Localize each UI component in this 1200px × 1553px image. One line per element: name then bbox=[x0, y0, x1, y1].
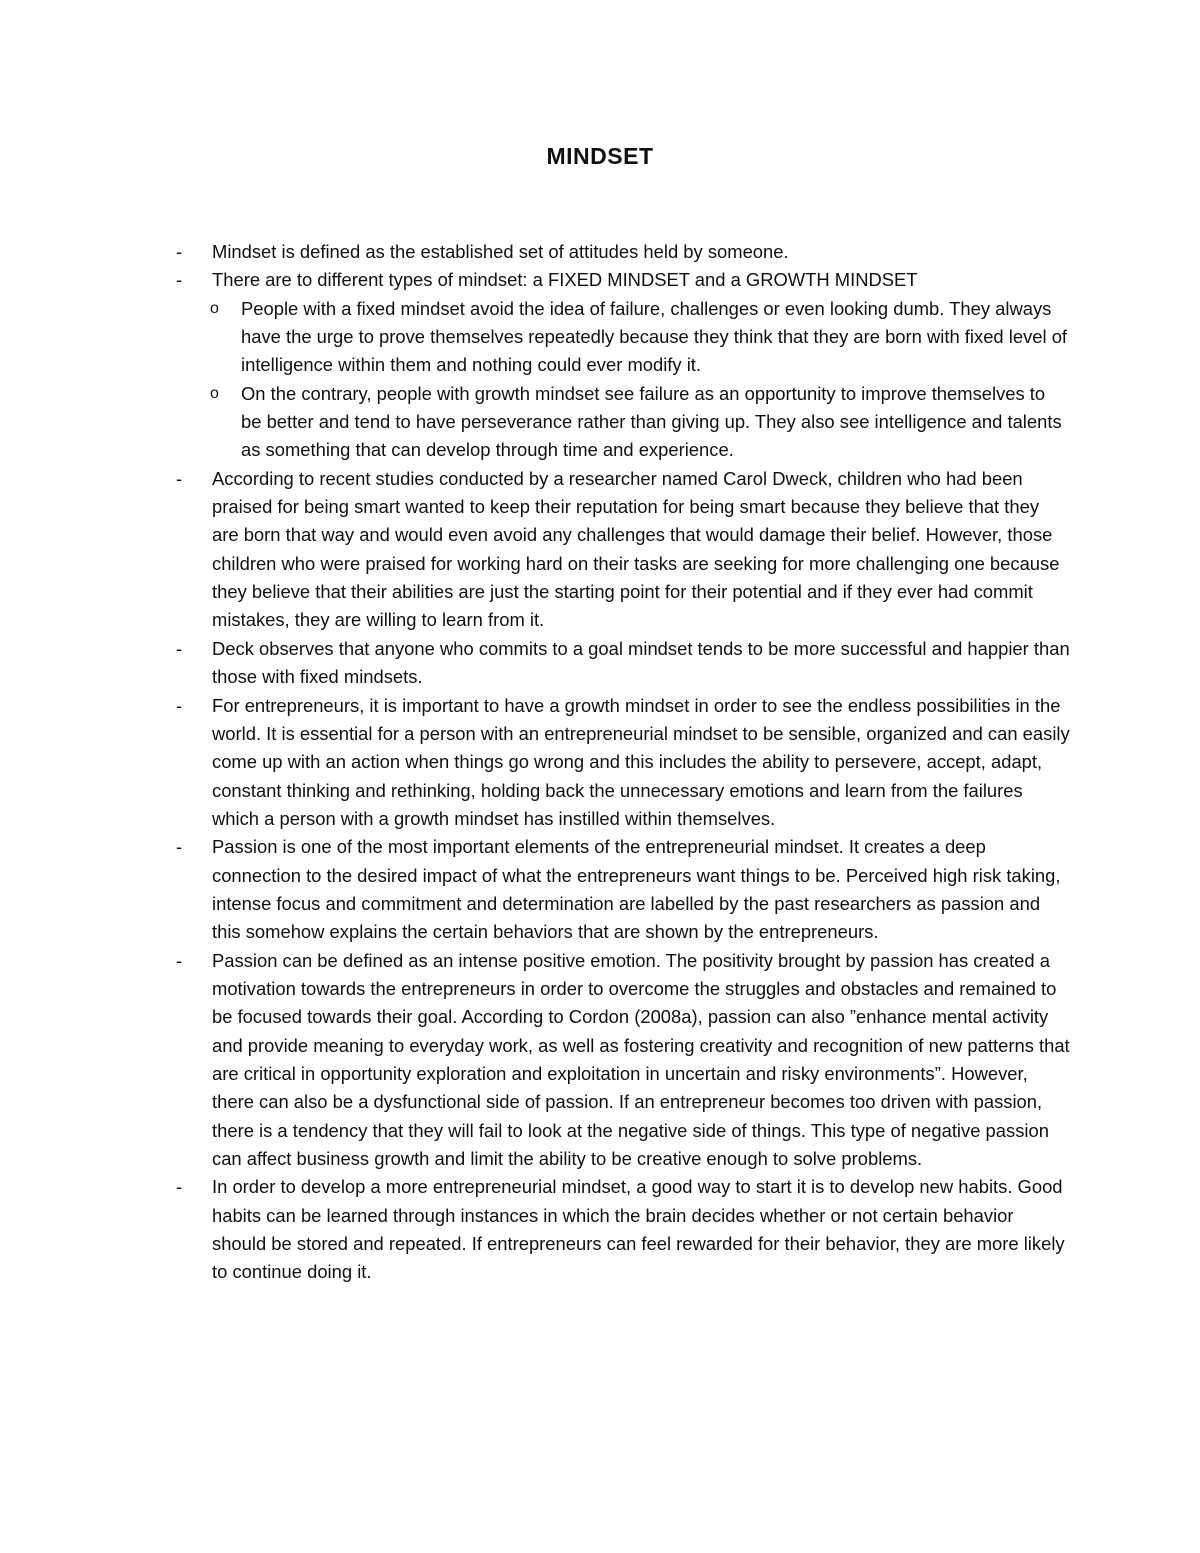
list-item bbox=[170, 833, 1070, 946]
bullet-marker: - bbox=[176, 694, 183, 716]
list-item-text: Deck observes that anyone who commits to a goal mindset tends to be more successful and happier than those with fixed mindsets. bbox=[212, 637, 1070, 688]
list-item bbox=[170, 635, 1070, 692]
bullet-marker: - bbox=[176, 467, 183, 489]
sub-list-item-text: People with a fixed mindset avoid the idea of failure, challenges or even looking dumb. They always have the urge to prove themselves repeatedly because they think that they are born with fixed level of intelligence within them and nothing could ever modify it. bbox=[241, 297, 1068, 376]
bullet-marker: - bbox=[176, 269, 183, 291]
list-item bbox=[170, 1173, 1070, 1286]
sub-list-item-text: On the contrary, people with growth mindset see failure as an opportunity to improve themselves to be better and tend to have perseverance rather than giving up. They also see intelligence and talents as something that can develop through time and experience. bbox=[241, 382, 1062, 461]
sub-list-item bbox=[170, 380, 1070, 465]
sub-bullet-list bbox=[170, 295, 1070, 465]
list-item bbox=[170, 692, 1070, 834]
list-item-text: Passion can be defined as an intense positive emotion. The positivity brought by passion has created a motivation towards the entrepreneurs in order to overcome the struggles and obstacles and remained to be focused towards their goal. According to Cordon (2008a), passion can also ”enhance mental activity and provide meaning to everyday work, as well as fostering creativity and recognition of new patterns that are critical in opportunity exploration and exploitation in uncertain and risky environments”. However, there can also be a dysfunctional side of passion. If an entrepreneur becomes too driven with passion, there is a tendency that they will fail to look at the negative side of things. This type of negative passion can affect business growth and limit the ability to be creative enough to solve problems. bbox=[212, 949, 1070, 1169]
bullet-marker: - bbox=[176, 637, 183, 659]
list-item bbox=[170, 266, 1070, 294]
list-item-text: For entrepreneurs, it is important to have a growth mindset in order to see the endless possibilities in the world. It is essential for a person with an entrepreneurial mindset to be sensible, organized and can easily come up with an action when things go wrong and this includes the ability to persevere, accept, adapt, constant thinking and rethinking, holding back the unnecessary emotions and learn from the failures which a person with a growth mindset has instilled within themselves. bbox=[212, 694, 1070, 829]
list-item-text: There are to different types of mindset: a FIXED MINDSET and a GROWTH MINDSET bbox=[212, 269, 918, 291]
bullet-marker: - bbox=[176, 836, 183, 858]
bullet-list-continued bbox=[170, 465, 1070, 1287]
bullet-marker: - bbox=[176, 949, 183, 971]
list-item-text: Passion is one of the most important elements of the entrepreneurial mindset. It creates a deep connection to the desired impact of what the entrepreneurs want things to be. Perceived high risk taking, intense focus and commitment and determination are labelled by the past researchers as passion and this somehow explains the certain behaviors that are shown by the entrepreneurs. bbox=[212, 836, 1061, 943]
sub-bullet-marker: o bbox=[210, 299, 219, 317]
document-body bbox=[170, 238, 1070, 1287]
list-item bbox=[170, 947, 1070, 1174]
sub-list-item bbox=[170, 295, 1070, 380]
bullet-marker: - bbox=[176, 241, 183, 262]
sub-bullet-marker: o bbox=[210, 384, 219, 402]
list-item-text: According to recent studies conducted by a researcher named Carol Dweck, children who had been praised for being smart wanted to keep their reputation for being smart because they believe that they are born that way and would even avoid any challenges that would damage their belief. However, those children who were praised for working hard on their tasks are seeking for more challenging one because they believe that their abilities are just the starting point for their potential and if they ever had commit mistakes, they are willing to learn from it. bbox=[212, 467, 1060, 631]
list-item bbox=[170, 238, 1070, 266]
list-item-text: In order to develop a more entrepreneurial mindset, a good way to start it is to develop new habits. Good habits can be learned through instances in which the brain decides whether or not certain behavior should be stored and repeated. If entrepreneurs can feel rewarded for their behavior, they are more likely to continue doing it. bbox=[212, 1176, 1065, 1283]
bullet-marker: - bbox=[176, 1176, 183, 1198]
document-title: MINDSET bbox=[546, 143, 654, 169]
list-item bbox=[170, 465, 1070, 635]
list-item-text: Mindset is defined as the established set of attitudes held by someone. bbox=[212, 241, 789, 262]
bullet-list bbox=[170, 238, 1070, 295]
